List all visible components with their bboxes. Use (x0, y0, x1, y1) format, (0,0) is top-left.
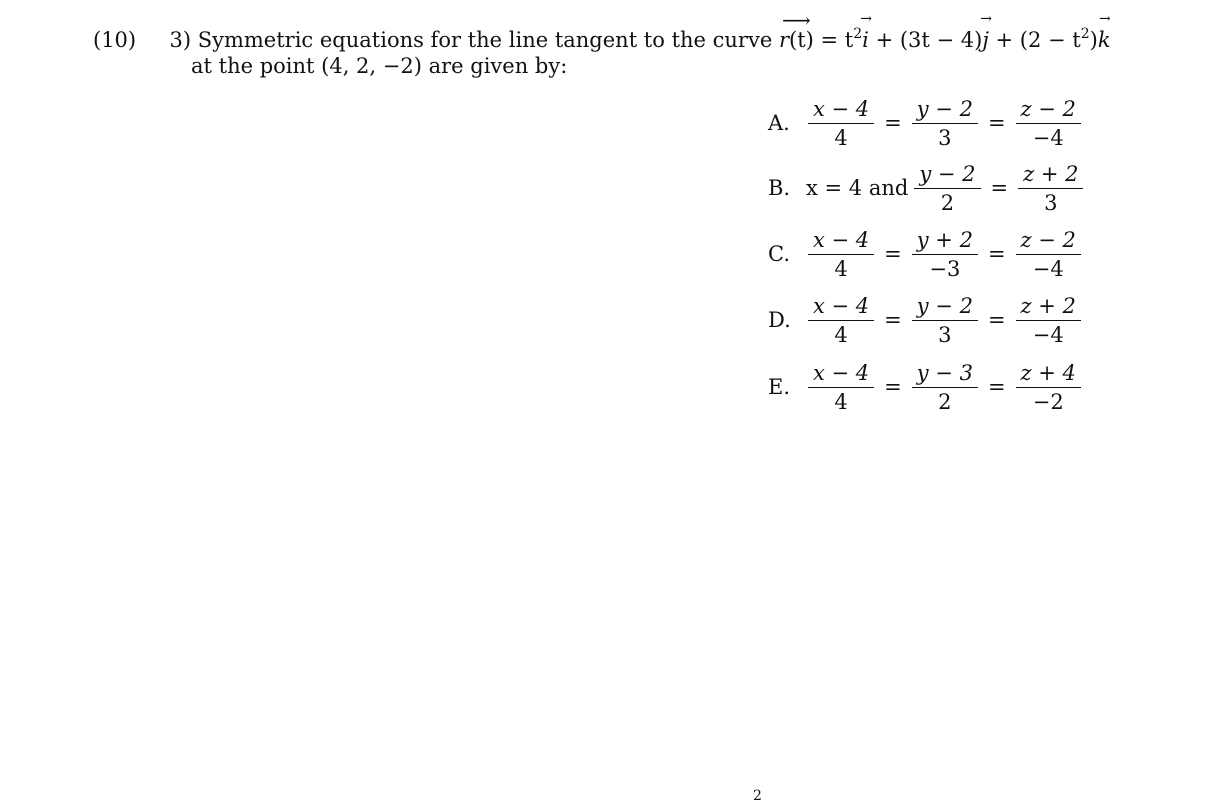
equals-sign: = (884, 375, 902, 399)
fraction-x (808, 361, 874, 414)
fraction-numerator: y − 3 (916, 360, 973, 385)
fraction-numerator: z + 2 (1020, 293, 1076, 318)
fraction-denominator: 3 (912, 123, 978, 150)
equals-sign: = (987, 375, 1006, 399)
fraction-numerator: y − 2 (916, 96, 973, 121)
choice-d[interactable] (768, 293, 1083, 347)
fraction-denominator: −2 (1016, 387, 1081, 414)
fraction-y (912, 97, 978, 150)
fraction-x (808, 97, 874, 150)
fraction-numerator: x − 4 (813, 360, 870, 385)
fraction-z (1016, 294, 1081, 347)
fraction-denominator: −4 (1016, 254, 1081, 281)
fraction-z (1016, 228, 1081, 281)
fraction-numerator: z + 2 (1023, 161, 1079, 186)
fraction-numerator: y − 2 (916, 293, 973, 318)
unit-vector-i: → i (862, 28, 869, 52)
page-number: 2 (753, 788, 762, 804)
fraction-z (1018, 162, 1083, 215)
fraction-denominator: 2 (912, 387, 978, 414)
square-exponent-2: 2 (1080, 26, 1090, 42)
fraction-denominator: 4 (808, 123, 874, 150)
fraction-denominator: 4 (808, 320, 874, 347)
equals-sign: = (987, 308, 1006, 332)
choice-a[interactable] (768, 96, 1083, 150)
equals-sign: = (884, 308, 902, 332)
equals-sign: = (884, 242, 902, 266)
points-label: (10) (93, 28, 137, 52)
question-stem-line-1 (93, 26, 1111, 52)
fraction-denominator: 4 (808, 254, 874, 281)
unit-vector-j: → j (982, 28, 989, 52)
choice-prefix: x = 4 and (806, 176, 909, 200)
question-stem-text: Symmetric equations for the line tangent to the curve (197, 28, 773, 52)
fraction-y (912, 294, 978, 347)
fraction-denominator: −4 (1016, 123, 1081, 150)
choice-c[interactable] (768, 227, 1083, 281)
fraction-numerator: z + 4 (1020, 360, 1076, 385)
curve-arg: (t) (789, 28, 814, 52)
fraction-numerator: z − 2 (1020, 96, 1076, 121)
equals-sign: = (987, 111, 1006, 135)
fraction-denominator: 2 (914, 188, 980, 215)
fraction-numerator: x − 4 (813, 293, 870, 318)
choice-letter: C. (768, 242, 790, 266)
fraction-y (912, 228, 978, 281)
curve-rhs-2: + (3t − 4) (875, 28, 983, 52)
fraction-denominator: 4 (808, 387, 874, 414)
curve-rhs-3: + (2 − t (995, 28, 1081, 52)
fraction-x (808, 294, 874, 347)
fraction-x (808, 228, 874, 281)
fraction-numerator: y − 2 (919, 161, 976, 186)
choice-letter: D. (768, 308, 791, 332)
fraction-numerator: x − 4 (813, 227, 870, 252)
fraction-denominator: −3 (912, 254, 978, 281)
square-exponent-1: 2 (853, 26, 863, 42)
choice-letter: B. (768, 176, 791, 200)
fraction-numerator: x − 4 (813, 96, 870, 121)
fraction-numerator: z − 2 (1020, 227, 1076, 252)
fraction-z (1016, 97, 1081, 150)
choice-b[interactable] (768, 161, 1085, 215)
equals-sign: = (987, 242, 1006, 266)
unit-vector-k: → k (1098, 28, 1111, 52)
fraction-denominator: 3 (1018, 188, 1083, 215)
curve-rhs-1: = t (820, 28, 854, 52)
choice-letter: E. (768, 375, 791, 399)
choice-e[interactable] (768, 360, 1083, 414)
fraction-denominator: −4 (1016, 320, 1081, 347)
choice-letter: A. (768, 111, 790, 135)
fraction-y (914, 162, 980, 215)
question-stem-line-2: at the point (4, 2, −2) are given by: (191, 54, 568, 78)
fraction-z (1016, 361, 1081, 414)
fraction-y (912, 361, 978, 414)
close-paren: ) (1089, 28, 1098, 52)
question-number: 3) (169, 28, 192, 52)
curve-name: r (778, 28, 789, 52)
equals-sign: = (990, 176, 1009, 200)
equals-sign: = (884, 111, 902, 135)
fraction-numerator: y + 2 (916, 227, 973, 252)
curve-vector (779, 28, 814, 52)
fraction-denominator: 3 (912, 320, 978, 347)
